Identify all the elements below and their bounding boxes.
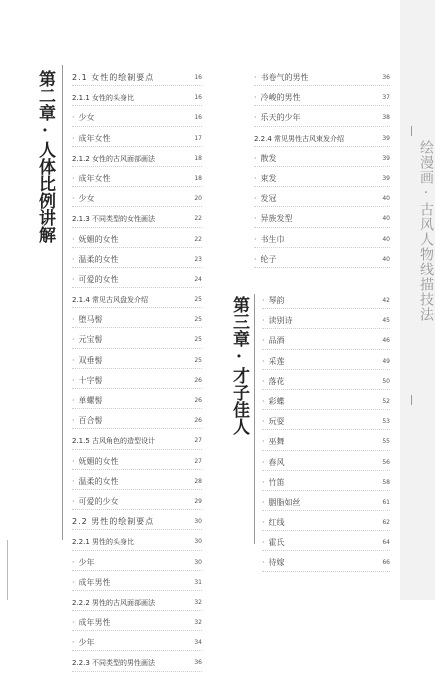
toc-entry-title: · 巫舞 [262,432,285,452]
toc-entry-page: 23 [194,255,202,263]
toc-entry-page: 61 [382,498,390,506]
toc-entry-title: · 束发 [254,169,277,189]
toc-entry-title: · 落花 [262,372,285,392]
toc-entry-page: 27 [194,457,202,465]
toc-entry-page: 55 [382,438,390,446]
toc-entry-title: · 乐天的少年 [254,108,301,128]
toc-entry-title: · 竹笛 [262,473,285,493]
toc-entry-title: 2.2.3 不同类型的男性画法 [72,659,156,668]
toc-entry[interactable] [254,129,390,149]
left-margin-line [7,540,8,600]
toc-entry[interactable] [72,330,202,350]
toc-entry-page: 40 [382,255,390,263]
toc-entry-title: · 百合髻 [72,411,103,431]
toc-entry[interactable] [72,209,202,229]
toc-entry[interactable] [254,88,390,108]
toc-entry-page: 16 [194,94,202,102]
toc-entry-title: · 红线 [262,513,285,533]
toc-entry[interactable] [72,250,202,270]
toc-entry-title: · 十字髻 [72,371,103,391]
chapter-2-title: 第二章·人体比例讲解 [35,70,55,243]
toc-entry[interactable] [262,513,390,533]
toc-entry-page: 30 [194,538,202,546]
toc-column-3 [262,291,390,574]
toc-entry-page: 37 [382,94,390,102]
toc-entry[interactable] [72,108,202,128]
toc-entry-title: · 少女 [72,108,95,128]
toc-entry-page: 29 [194,497,202,505]
toc-column-2 [254,68,390,270]
toc-entry-page: 16 [194,114,202,122]
toc-entry-page: 39 [382,174,390,182]
toc-entry-title: · 单螺髻 [72,391,103,411]
toc-entry[interactable] [72,431,202,451]
toc-entry-page: 30 [194,518,202,526]
toc-entry[interactable] [72,452,202,472]
toc-entry[interactable] [72,593,202,613]
toc-entry-page: 31 [194,578,202,586]
toc-entry[interactable] [254,169,390,189]
toc-column-1 [72,68,202,674]
toc-entry[interactable] [72,149,202,169]
toc-entry-page: 25 [194,336,202,344]
toc-entry-page: 20 [194,195,202,203]
toc-entry[interactable] [72,391,202,411]
toc-entry[interactable] [262,392,390,412]
chapter-2-divider [62,65,63,540]
toc-entry-title: · 散发 [254,149,277,169]
toc-entry[interactable] [254,108,390,128]
toc-entry-title: 2.1.5 古风角色的造型设计 [72,437,156,446]
chapter-3-title: 第三章·才子佳人 [229,296,249,435]
toc-entry-title: · 彩蝶 [262,392,285,412]
toc-entry-page: 64 [382,539,390,547]
toc-entry-title: · 成年女性 [72,169,111,189]
toc-entry-page: 39 [382,134,390,142]
toc-entry-page: 45 [382,317,390,325]
toc-entry[interactable] [72,88,202,108]
toc-entry-page: 40 [382,235,390,243]
toc-entry-page: 53 [382,418,390,426]
toc-entry-title: · 成年男性 [72,573,111,593]
toc-entry-title: · 成年男性 [72,613,111,633]
toc-entry[interactable] [72,472,202,492]
toc-entry-page: 26 [194,397,202,404]
toc-entry-page: 34 [194,639,202,647]
toc-entry[interactable] [254,250,390,270]
toc-entry-title: 2.1.4 常见古风盘发介绍 [72,296,149,305]
toc-entry-page: 49 [382,357,390,365]
toc-entry-title: · 温柔的女性 [72,472,119,492]
toc-entry[interactable] [262,372,390,392]
toc-entry-title: · 读别诗 [262,311,293,331]
toc-entry-page: 30 [194,558,202,566]
toc-entry-page: 16 [194,74,202,81]
toc-entry[interactable] [72,633,202,653]
toc-entry[interactable] [72,411,202,431]
toc-entry-title: · 双垂髻 [72,351,103,371]
toc-entry-title: 2.1.2 女性的古风面部画法 [72,154,156,163]
toc-entry-title: · 少年 [72,553,95,573]
toc-entry-page: 28 [194,477,202,485]
toc-entry-page: 25 [194,296,202,304]
toc-entry-title: · 可爱的少女 [72,492,119,512]
toc-entry-title: · 温柔的女性 [72,250,119,270]
spine-bracket-bottom [411,395,412,405]
toc-entry-title: · 品酒 [262,331,285,351]
toc-entry[interactable] [72,189,202,209]
toc-entry[interactable] [72,290,202,310]
toc-entry-title: · 书生巾 [254,230,285,250]
toc-entry-page: 18 [194,154,202,162]
toc-entry-page: 56 [382,458,390,466]
toc-entry-title: · 纶子 [254,250,277,270]
toc-entry-page: 22 [194,215,202,223]
toc-entry-title: · 异族发型 [254,209,293,229]
toc-entry[interactable] [72,310,202,330]
toc-entry-page: 50 [382,377,390,385]
toc-entry[interactable] [72,230,202,250]
toc-entry-title: 2.1.3 不同类型的女性画法 [72,215,156,224]
toc-entry-title: · 妩媚的女性 [72,230,119,250]
toc-entry[interactable] [262,331,390,351]
toc-entry-page: 24 [194,275,202,283]
spine-title: 绘漫画·古风人物线描技法 [418,140,434,322]
toc-entry-page: 42 [382,297,390,304]
toc-entry[interactable] [262,432,390,452]
toc-entry-title: · 采莲 [262,352,285,372]
toc-entry-title: 2.2.4 常见男性古风束发介绍 [254,134,345,143]
toc-entry-page: 40 [382,195,390,203]
toc-entry-title: · 琴韵 [262,291,285,311]
toc-entry[interactable] [72,492,202,512]
toc-entry[interactable] [254,209,390,229]
toc-entry[interactable] [262,352,390,372]
toc-entry-page: 52 [382,397,390,405]
toc-entry-page: 22 [194,235,202,243]
toc-entry-page: 26 [194,376,202,384]
toc-entry-title: 2.1.1 女性的头身比 [72,94,135,103]
toc-entry-title: 2.2.1 男性的头身比 [72,538,135,547]
toc-entry-page: 27 [194,437,202,445]
toc-entry-title: · 霍氏 [262,533,285,553]
toc-entry-title: 2.1 女性的绘制要点 [72,73,155,82]
toc-entry[interactable] [262,453,390,473]
toc-entry-page: 39 [382,154,390,162]
toc-entry-page: 17 [194,134,202,142]
toc-entry-title: · 堕马髻 [72,310,103,330]
toc-entry-title: 2.2 男性的绘制要点 [72,517,155,527]
toc-entry-page: 36 [194,659,202,667]
toc-entry-page: 46 [382,337,390,345]
toc-entry-page: 32 [194,619,202,627]
toc-entry[interactable] [254,149,390,169]
toc-entry[interactable] [262,412,390,432]
toc-entry[interactable] [72,169,202,189]
toc-entry[interactable] [254,230,390,250]
toc-entry-page: 18 [194,174,202,182]
toc-entry-title: 2.2.2 男性的古风面部画法 [72,598,156,607]
toc-entry[interactable] [72,371,202,391]
toc-entry-title: · 胭脂如丝 [262,493,301,513]
toc-entry[interactable] [72,653,202,673]
toc-entry[interactable] [262,553,390,573]
toc-entry[interactable] [254,68,390,88]
toc-entry-title: · 发冠 [254,189,277,209]
toc-entry[interactable] [72,68,202,88]
toc-entry[interactable] [254,189,390,209]
toc-entry[interactable] [72,270,202,290]
toc-entry-title: · 少女 [72,189,95,209]
toc-entry[interactable] [72,613,202,633]
toc-entry-title: · 冷峻的男性 [254,88,301,108]
toc-entry-title: · 玩耍 [262,412,285,432]
toc-entry-page: 40 [382,215,390,223]
spine-bracket-top [411,126,412,136]
toc-entry-title: · 待嫁 [262,553,285,573]
toc-entry[interactable] [262,291,390,311]
toc-entry-page: 38 [382,114,390,122]
toc-entry[interactable] [262,493,390,513]
toc-entry[interactable] [72,573,202,593]
toc-entry[interactable] [72,512,202,532]
toc-entry-title: · 书卷气的男性 [254,68,309,88]
toc-entry[interactable] [262,533,390,553]
toc-entry[interactable] [72,129,202,149]
toc-entry-page: 58 [382,478,390,486]
toc-entry-page: 62 [382,519,390,527]
toc-entry-page: 32 [194,598,202,606]
toc-entry-page: 26 [194,417,202,425]
toc-entry-title: · 成年女性 [72,129,111,149]
toc-entry-title: · 元宝髻 [72,330,103,350]
toc-entry[interactable] [72,351,202,371]
toc-entry[interactable] [72,553,202,573]
toc-entry[interactable] [72,532,202,552]
toc-entry-title: · 妩媚的女性 [72,452,119,472]
toc-entry[interactable] [262,473,390,493]
toc-entry-title: · 少年 [72,633,95,653]
chapter-3-divider [254,294,255,544]
toc-entry-page: 36 [382,74,390,81]
toc-entry-page: 25 [194,316,202,324]
toc-entry-page: 25 [194,356,202,364]
toc-entry[interactable] [262,311,390,331]
toc-entry-title: · 可爱的女性 [72,270,119,290]
toc-entry-page: 66 [382,559,390,567]
toc-entry-title: · 春风 [262,453,285,473]
